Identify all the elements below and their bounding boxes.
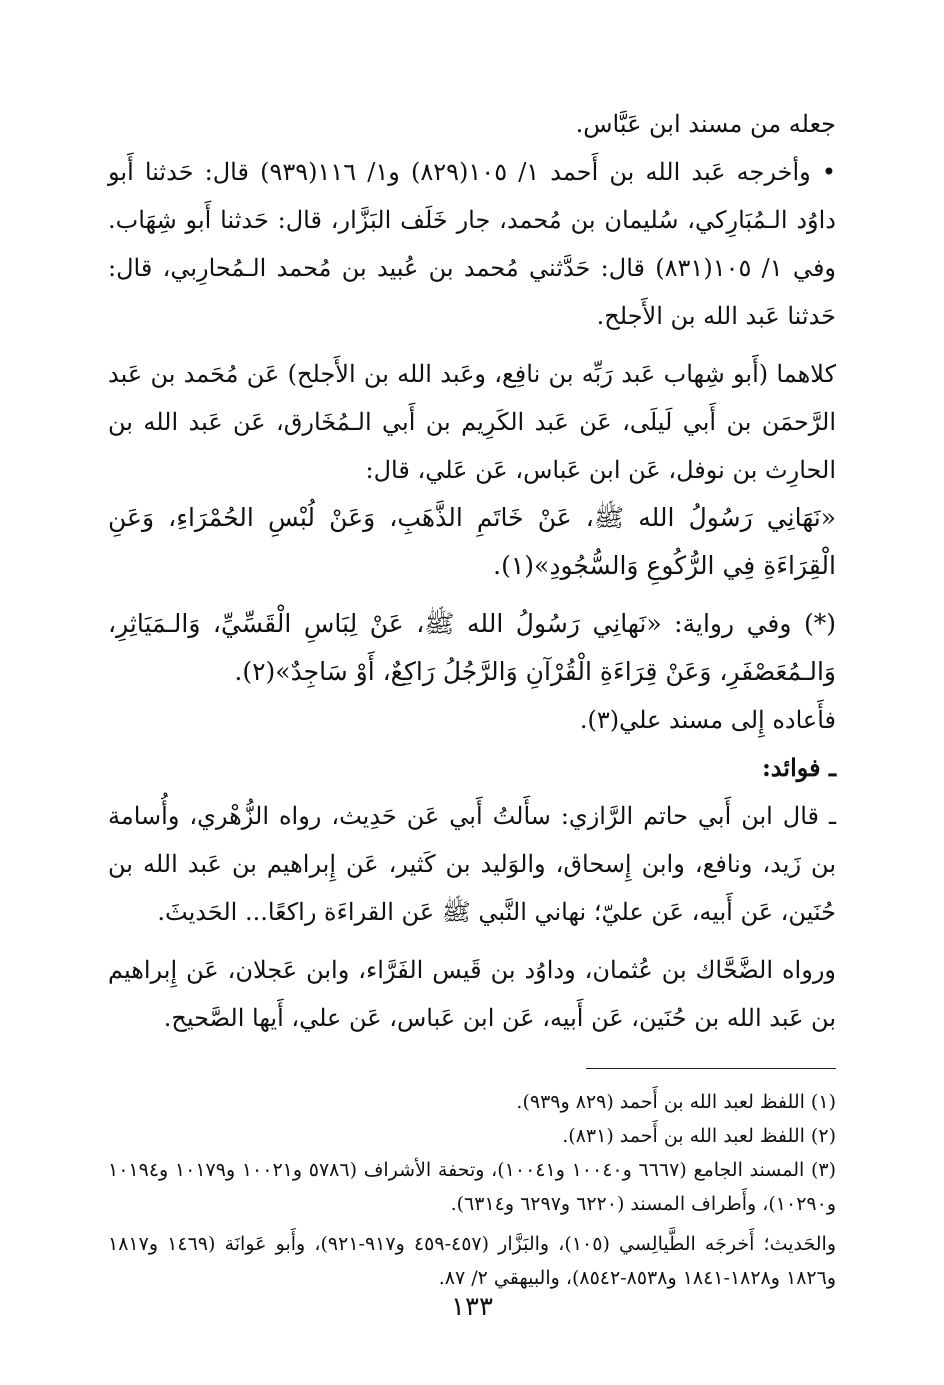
footnote-1: (١) اللفظ لعبد الله بن أَحمد (٨٢٩ و٩٣٩). [516,1091,836,1113]
footnote-2: (٢) اللفظ لعبد الله بن أَحمد (٨٣١). [562,1125,836,1147]
paragraph-isnad: كلاهما (أَبو شِهاب عَبد رَبِّه بن نافِع، وعَبد الله بن الأَجلح) عَن مُحَمد بن عَبد الرَّحمَن بن أَبي لَيلَى، عَن عَبد الكَرِيم بن أَبي الـمُخَارق، عَن عَبد الله بن الحارِث بن نوفل، عَن ابن عَباس، عَن عَلي، قال: [108,360,836,484]
paragraph-hadith-text: «نَهَانِي رَسُولُ الله ﷺ، عَنْ خَاتَمِ الذَّهَبِ، وَعَنْ لُبْسِ الحُمْرَاءِ، وَعَنِ الْقِرَاءَةِ فِي الرُّكُوعِ وَالسُّجُودِ»(١). [108,503,836,580]
footnotes [108,1085,836,1295]
paragraph-takhrij: • وأخرجه عَبد الله بن أَحمد ١/ ١٠٥(٨٢٩) و١/ ١١٦(٩٣٩) قال: حَدثنا أَبو داوُد الـمُبَارِكي، سُليمان بن مُحمد، جار خَلَف البَزَّار، قال: حَدثنا أَبو شِهَاب. وفي ١/ ١٠٥(٨٣١) قال: حَدَّثني مُحمد بن عُبيد بن مُحمد الـمُحارِبي، قال: حَدثنا عَبد الله بن الأَجلح. [108,158,837,330]
page-number: ١٣٣ [451,1292,493,1322]
section-heading-fawaid: ـ فوائد: [761,753,836,782]
footnote-divider [586,1068,836,1069]
paragraph-opening: جعله من مسند ابن عَبَّاس. [575,110,836,138]
paragraph-aadahu: فأَعاده إِلى مسند علي(٣). [579,706,836,734]
paragraph-riwaya: (*) وفي رواية: «نَهانِي رَسُولُ الله ﷺ، عَنْ لِبَاسِ الْقَسِّيِّ، وَالـمَيَاثِرِ، وَالـمُعَصْفَرِ، وَعَنْ قِرَاءَةِ الْقُرْآنِ وَالرَّجُلُ رَاكِعٌ، أَوْ سَاجِدٌ»(٢). [108,609,836,686]
paragraph-ibn-abi-hatim: ـ قال ابن أَبي حاتم الرَّازي: سأَلتُ أَبي عَن حَدِيث، رواه الزُّهْري، وأُسامة بن زَيد، ونافع، وابن إِسحاق، والوَليد بن كَثير، عَن إِبراهيم بن عَبد الله بن حُنَين، عَن أَبيه، عَن عليّ؛ نهاني النَّبي ﷺ عَن القراءَة راكعًا... الحَديثَ. [108,802,836,926]
footnote-3-continuation: والحَديث؛ أَخرجَه الطَّيالِسي (١٠٥)، والبَزَّار (٤٥٧-٤٥٩ و٩١٧-٩٢١)، وأَبو عَوانَة (١٤٦٩ و١٨١٧ و١٨٢٦ و١٨٢٨-١٨٤١ و٨٥٣٨-٨٥٤٢)، والبيهقي ٢/ ٨٧. [108,1233,836,1289]
footnote-3: (٣) المسند الجامع (٦٦٦٧ و١٠٠٤٠ و١٠٠٤١)، وتحفة الأشراف (٥٧٨٦ و١٠٠٢١ و١٠١٧٩ و١٠١٩٤ و١٠٢٩٠)، وأَطراف المسند (٦٢٢٠ و٦٢٩٧ و٦٣١٤). [108,1159,837,1215]
main-text [108,100,836,1042]
paragraph-dahhak: ورواه الضَّحَّاك بن عُثمان، وداوُد بن قَيس الفَرَّاء، وابن عَجلان، عَن إِبراهيم بن عَبد الله بن حُنَين، عَن أَبيه، عَن ابن عَباس، عَن علي، أَيها الصَّحيح. [108,956,836,1032]
